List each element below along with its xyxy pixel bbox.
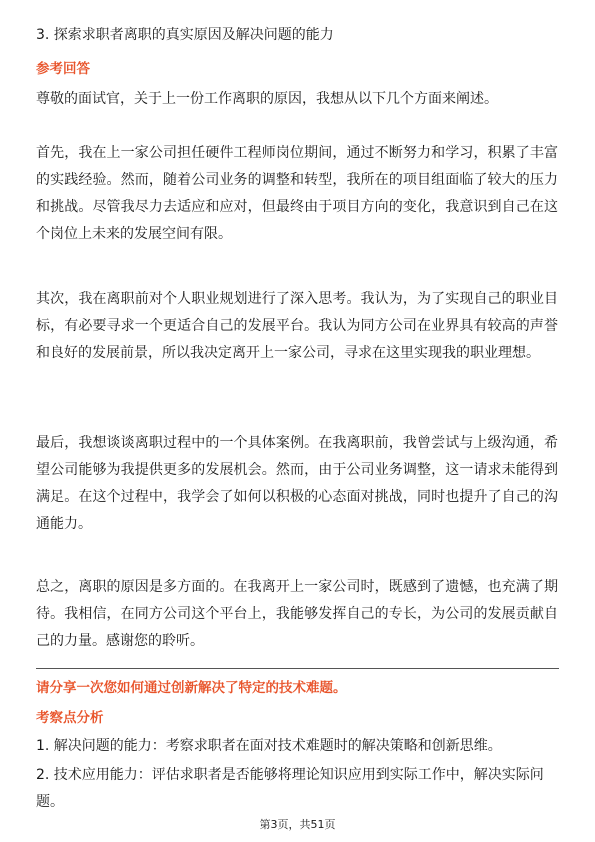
answer-paragraph: 最后，我想谈谈离职过程中的一个具体案例。在我离职前，我曾尝试与上级沟通，希望公司能够为我提供更多的发展机会。然而，由于公司业务调整，这一请求未能得到满足。在这个过程中，我学会了如何以积极的心态面对挑战，同时也提升了自己的沟通能力。 (36, 435, 558, 532)
next-question-title: 请分享一次您如何通过创新解决了特定的技术难题。 (36, 680, 347, 696)
analysis-label: 考察点分析 (36, 710, 104, 726)
analysis-point: 1. 解决问题的能力：考察求职者在面对技术难题时的解决策略和创新思维。 (36, 738, 502, 754)
answer-label: 参考回答 (36, 61, 90, 77)
answer-paragraph: 首先，我在上一家公司担任硬件工程师岗位期间，通过不断努力和学习，积累了丰富的实践经验。然而，随着公司业务的调整和转型，我所在的项目组面临了较大的压力和挑战。尽管我尽力去适应和应对，但最终由于项目方向的变化，我意识到自己在这个岗位上未来的发展空间有限。 (36, 145, 558, 242)
analysis-point: 2. 技术应用能力：评估求职者是否能够将理论知识应用到实际工作中，解决实际问题。 (36, 767, 544, 810)
answer-paragraph: 尊敬的面试官，关于上一份工作离职的原因，我想从以下几个方面来阐述。 (36, 91, 498, 107)
question-title: 3. 探索求职者离职的真实原因及解决问题的能力 (36, 27, 334, 43)
section-divider (36, 668, 559, 669)
page-number: 第3页，共51页 (259, 818, 336, 831)
answer-paragraph: 总之，离职的原因是多方面的。在我离开上一家公司时，既感到了遗憾，也充满了期待。我相信，在同方公司这个平台上，我能够发挥自己的专长，为公司的发展贡献自己的力量。感谢您的聆听。 (36, 579, 558, 649)
answer-paragraph: 其次，我在离职前对个人职业规划进行了深入思考。我认为，为了实现自己的职业目标，有必要寻求一个更适合自己的发展平台。我认为同方公司在业界具有较高的声誉和良好的发展前景，所以我决定离开上一家公司，寻求在这里实现我的职业理想。 (36, 291, 558, 361)
